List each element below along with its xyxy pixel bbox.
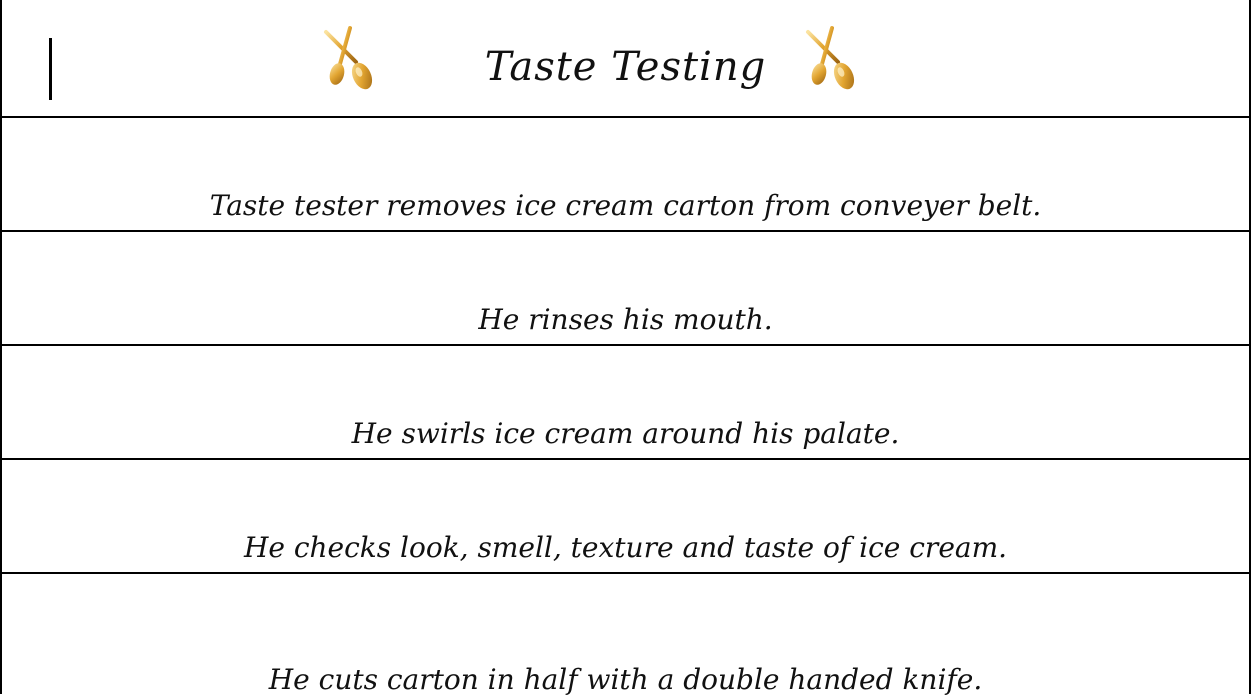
- step-row: [2, 118, 1249, 232]
- step-row: [2, 232, 1249, 346]
- step-row: [2, 460, 1249, 574]
- golden-spoons-icon: [802, 24, 862, 102]
- step-row: [2, 574, 1249, 694]
- title-row: [2, 0, 1249, 118]
- step-text: He swirls ice cream around his palate.: [351, 417, 900, 450]
- document-title: Taste Testing: [484, 44, 767, 90]
- step-text: He rinses his mouth.: [478, 303, 773, 336]
- step-text: He cuts carton in half with a double handed knife.: [268, 663, 983, 696]
- step-text: He checks look, smell, texture and taste of ice cream.: [243, 531, 1008, 564]
- step-text: Taste tester removes ice cream carton from conveyer belt.: [209, 189, 1042, 222]
- step-row: [2, 346, 1249, 460]
